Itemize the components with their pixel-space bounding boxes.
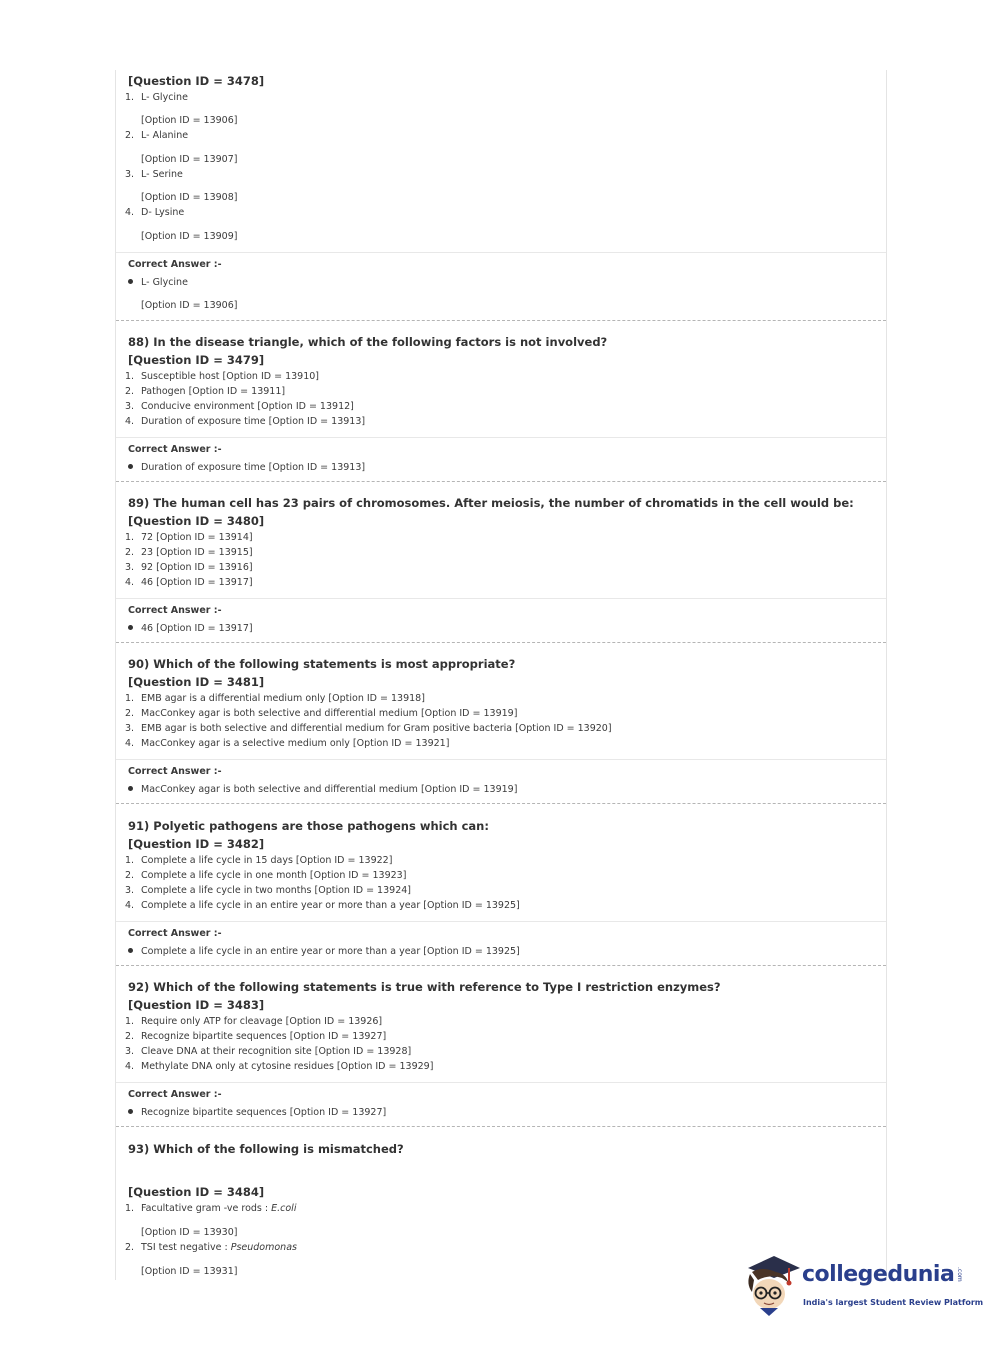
divider [116,252,886,253]
option-4-id: [Option ID = 13909] [141,231,238,242]
question-divider [116,965,886,966]
option-1: 1. Susceptible host [Option ID = 13910] [125,371,319,382]
question-divider [116,1126,886,1127]
option-1: 1. Facultative gram -ve rods : E.coli [125,1203,297,1214]
question-title: 90) Which of the following statements is most appropriate? [128,657,516,671]
option-3: 3. Cleave DNA at their recognition site [Option ID = 13928] [125,1046,412,1057]
correct-answer-label: Correct Answer :- [128,444,222,455]
correct-answer: Recognize bipartite sequences [Option ID = 13927] [128,1107,386,1118]
question-title: 92) Which of the following statements is true with reference to Type I restriction enzymes? [128,980,721,994]
question-title: 89) The human cell has 23 pairs of chromosomes. After meiosis, the number of chromatids in the cell would be: [128,496,854,510]
question-divider [116,803,886,804]
brand-dotcom: .com [956,1267,963,1282]
divider [116,437,886,438]
option-1: 1. Require only ATP for cleavage [Option ID = 13926] [125,1016,383,1027]
option-2: 2. TSI test negative : Pseudomonas [125,1242,297,1253]
option-3: 3. 92 [Option ID = 13916] [125,562,253,573]
question-id: [Question ID = 3484] [128,1185,265,1199]
correct-answer-label: Correct Answer :- [128,605,222,616]
question-id: [Question ID = 3479] [128,353,265,367]
divider [116,598,886,599]
question-divider [116,320,886,321]
question-id: [Question ID = 3478] [128,74,265,88]
option-4: 4. D- Lysine [125,207,185,218]
option-3: 3. Complete a life cycle in two months [Option ID = 13924] [125,885,411,896]
option-4: 4. Methylate DNA only at cytosine residues [Option ID = 13929] [125,1061,434,1072]
question-id: [Question ID = 3482] [128,837,265,851]
option-1: 1. Complete a life cycle in 15 days [Option ID = 13922] [125,855,393,866]
option-1: 1. 72 [Option ID = 13914] [125,532,253,543]
question-divider [116,642,886,643]
question-id: [Question ID = 3481] [128,675,265,689]
correct-answer-id: [Option ID = 13906] [141,300,238,311]
correct-answer: L- Glycine [128,277,188,288]
option-1-id: [Option ID = 13930] [141,1227,238,1238]
divider [116,921,886,922]
option-4: 4. Duration of exposure time [Option ID = 13913] [125,416,366,427]
question-divider [116,481,886,482]
question-title: 91) Polyetic pathogens are those pathogens which can: [128,819,489,833]
option-2: 2. Complete a life cycle in one month [Option ID = 13923] [125,870,407,881]
divider [116,1082,886,1083]
option-3: 3. L- Serine [125,169,183,180]
option-2: 2. L- Alanine [125,130,189,141]
page-frame [115,70,887,1280]
question-id: [Question ID = 3483] [128,998,265,1012]
bullet-icon [128,625,133,630]
option-3: 3. EMB agar is both selective and differential medium for Gram positive bacteria [Option ID = 13920] [125,723,612,734]
option-1-id: [Option ID = 13906] [141,115,238,126]
option-1: 1. L- Glycine [125,92,188,103]
option-4: 4. 46 [Option ID = 13917] [125,577,253,588]
correct-answer: Duration of exposure time [Option ID = 13913] [128,462,365,473]
mascot-icon [742,1250,802,1318]
correct-answer-label: Correct Answer :- [128,766,222,777]
option-1: 1. EMB agar is a differential medium only [Option ID = 13918] [125,693,425,704]
option-2-id: [Option ID = 13907] [141,154,238,165]
collegedunia-logo[interactable] [742,1250,984,1320]
correct-answer-label: Correct Answer :- [128,1089,222,1100]
correct-answer-label: Correct Answer :- [128,259,222,270]
bullet-icon [128,464,133,469]
divider [116,759,886,760]
question-title: 88) In the disease triangle, which of the following factors is not involved? [128,335,608,349]
bullet-icon [128,1109,133,1114]
option-2-id: [Option ID = 13931] [141,1266,238,1277]
correct-answer-label: Correct Answer :- [128,928,222,939]
correct-answer: 46 [Option ID = 13917] [128,623,253,634]
option-2: 2. 23 [Option ID = 13915] [125,547,253,558]
bullet-icon [128,279,133,284]
option-3: 3. Conducive environment [Option ID = 13912] [125,401,354,412]
question-id: [Question ID = 3480] [128,514,265,528]
option-2: 2. Recognize bipartite sequences [Option ID = 13927] [125,1031,387,1042]
correct-answer: Complete a life cycle in an entire year or more than a year [Option ID = 13925] [128,946,520,957]
brand-tagline: India's largest Student Review Platform [803,1298,984,1307]
bullet-icon [128,948,133,953]
question-title: 93) Which of the following is mismatched? [128,1142,404,1156]
option-4: 4. Complete a life cycle in an entire year or more than a year [Option ID = 13925] [125,900,520,911]
bullet-icon [128,786,133,791]
option-2: 2. MacConkey agar is both selective and differential medium [Option ID = 13919] [125,708,518,719]
option-4: 4. MacConkey agar is a selective medium only [Option ID = 13921] [125,738,450,749]
correct-answer: MacConkey agar is both selective and differential medium [Option ID = 13919] [128,784,517,795]
option-3-id: [Option ID = 13908] [141,192,238,203]
brand-name: collegedunia [802,1262,955,1287]
option-2: 2. Pathogen [Option ID = 13911] [125,386,286,397]
